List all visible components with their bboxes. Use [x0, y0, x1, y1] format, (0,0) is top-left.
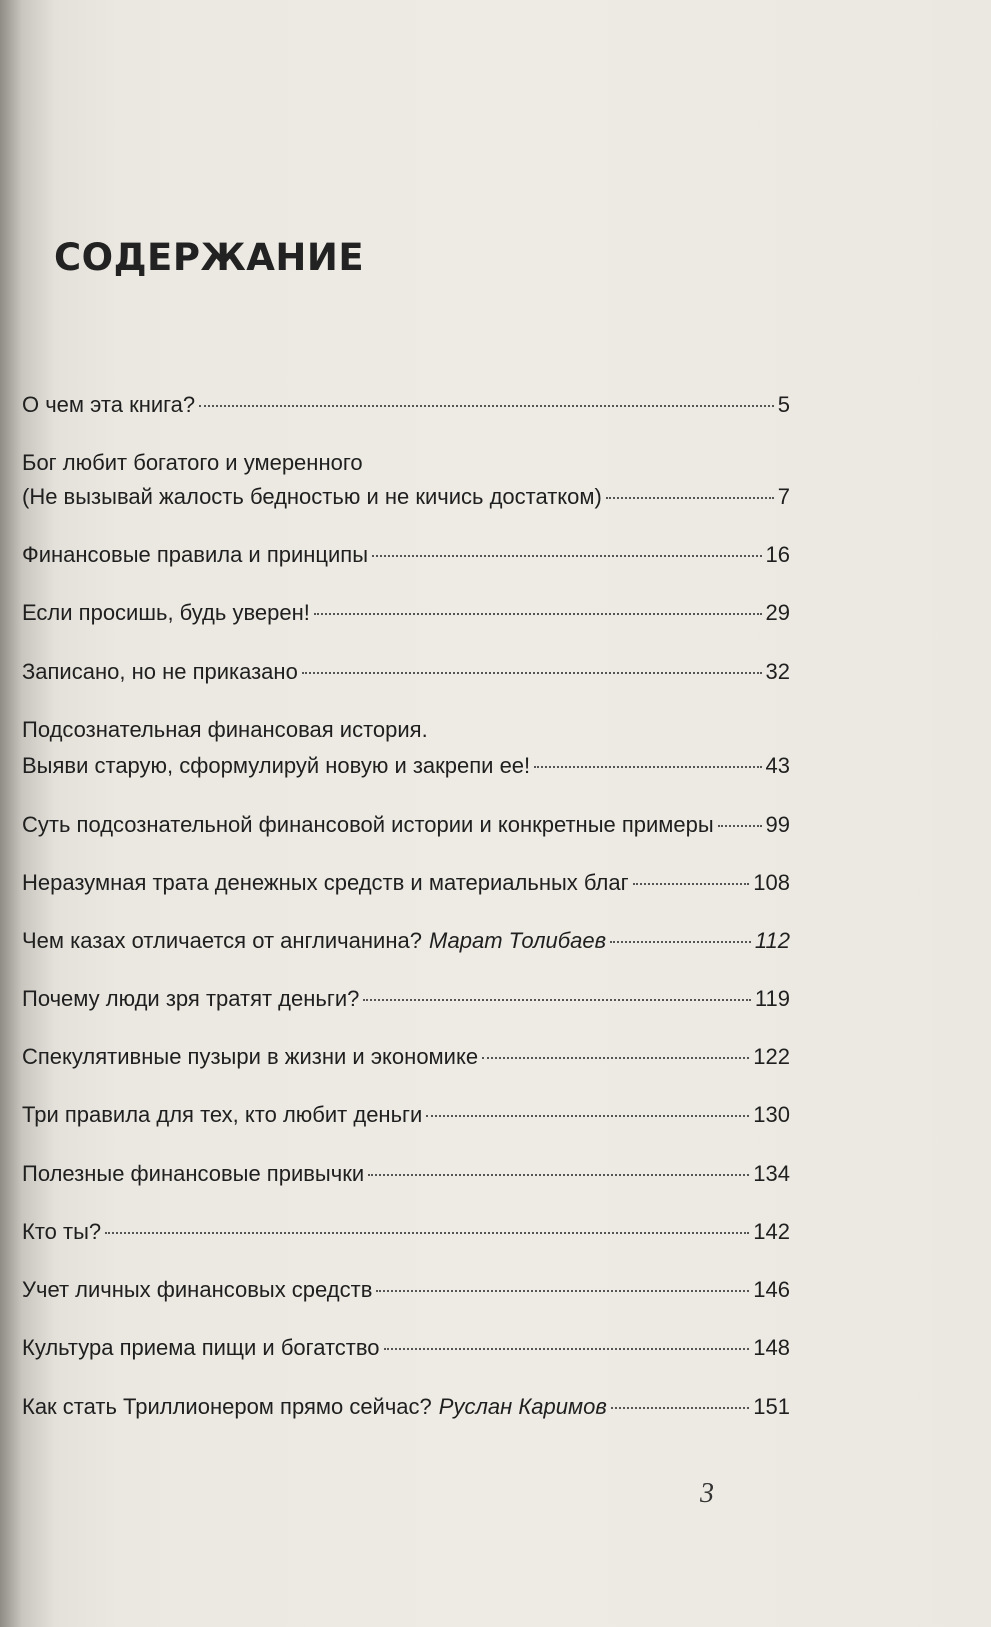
dot-leader [534, 766, 761, 768]
toc-page-number: 43 [765, 753, 790, 778]
dot-leader [372, 555, 761, 557]
toc-entry-title: Три правила для тех, кто любит деньги [22, 1102, 423, 1127]
dot-leader [718, 825, 762, 827]
toc-page-number: 112 [754, 928, 790, 953]
toc-entry [22, 598, 790, 628]
toc-entry-title: Учет личных финансовых средств [22, 1277, 373, 1302]
toc-entry-title: Записано, но не приказано [22, 659, 298, 684]
toc-entry [22, 984, 790, 1014]
dot-leader [368, 1174, 749, 1176]
dot-leader [633, 883, 750, 885]
dot-leader [376, 1290, 749, 1292]
toc-entry-title: Спекулятивные пузыри в жизни и экономике [22, 1044, 479, 1069]
dot-leader [610, 941, 751, 943]
toc-page-number: 148 [753, 1335, 790, 1360]
toc-entry [22, 448, 790, 512]
toc-entry [22, 868, 790, 898]
toc-entry-title: О чем эта книга? [22, 392, 196, 417]
toc-entry-title: Финансовые правила и принципы [22, 542, 369, 567]
dot-leader [199, 405, 774, 407]
toc-page-number: 16 [765, 542, 790, 567]
dot-leader [302, 672, 762, 674]
toc-entry [22, 390, 790, 420]
toc-page-number: 146 [753, 1277, 790, 1302]
toc-entry [22, 1100, 790, 1130]
toc-entry-title: Полезные финансовые привычки [22, 1161, 365, 1186]
toc-entry [22, 1333, 790, 1363]
toc-page-number: 5 [777, 392, 790, 417]
toc-entry-title: Если просишь, будь уверен! [22, 600, 310, 625]
toc-page-number: 32 [765, 659, 790, 684]
dot-leader [363, 999, 751, 1001]
toc-entry-title: Неразумная трата денежных средств и материальных благ [22, 870, 629, 895]
page-title: СОДЕРЖАНИЕ [54, 236, 365, 279]
toc-entry-title-line1: Подсознательная финансовая история. [22, 717, 428, 742]
dot-leader [606, 497, 774, 499]
toc-page-number: 7 [777, 484, 790, 509]
toc-entry-title: Суть подсознательной финансовой истории и конкретные примеры [22, 812, 714, 837]
toc-page-number: 151 [753, 1394, 790, 1419]
toc-entry [22, 715, 790, 781]
dot-leader [105, 1232, 749, 1234]
toc-entry [22, 1042, 790, 1072]
toc-page-number: 119 [754, 986, 790, 1011]
toc-entry-title: Почему люди зря тратят деньги? [22, 986, 360, 1011]
toc-page-number: 130 [753, 1102, 790, 1127]
toc-entry [22, 1217, 790, 1247]
dot-leader [314, 613, 762, 615]
toc-entry-title: Кто ты? [22, 1219, 102, 1244]
toc-page-number: 134 [753, 1161, 790, 1186]
dot-leader [482, 1057, 749, 1059]
toc-page-number: 142 [753, 1219, 790, 1244]
toc-entry-title-line1: Бог любит богатого и умеренного [22, 450, 363, 475]
toc-entry-title: (Не вызывай жалость бедностью и не кичись достатком) [22, 484, 602, 509]
toc-page-number: 29 [765, 600, 790, 625]
dot-leader [384, 1348, 750, 1350]
toc-entry-title: Культура приема пищи и богатство [22, 1335, 380, 1360]
toc-entry [22, 657, 790, 687]
toc-entry [22, 1159, 790, 1189]
toc-entry-title: Выяви старую, сформулируй новую и закрепи ее! [22, 753, 531, 778]
toc-entry-title: Чем казах отличается от англичанина? [22, 928, 422, 953]
toc-page-number: 99 [765, 812, 790, 837]
toc-entry [22, 1275, 790, 1305]
dot-leader [426, 1115, 749, 1117]
toc-entry [22, 926, 790, 956]
toc-page-number: 108 [753, 870, 790, 895]
page-number: 3 [700, 1478, 714, 1509]
toc-page-number: 122 [753, 1044, 790, 1069]
toc-entry [22, 540, 790, 570]
toc-entry-author: Руслан Каримов [438, 1394, 607, 1419]
toc-entry-title: Как стать Триллионером прямо сейчас? [22, 1394, 432, 1419]
toc-entry [22, 1392, 790, 1422]
toc-entry-author: Марат Толибаев [428, 928, 607, 953]
dot-leader [611, 1407, 749, 1409]
toc-entry [22, 810, 790, 840]
